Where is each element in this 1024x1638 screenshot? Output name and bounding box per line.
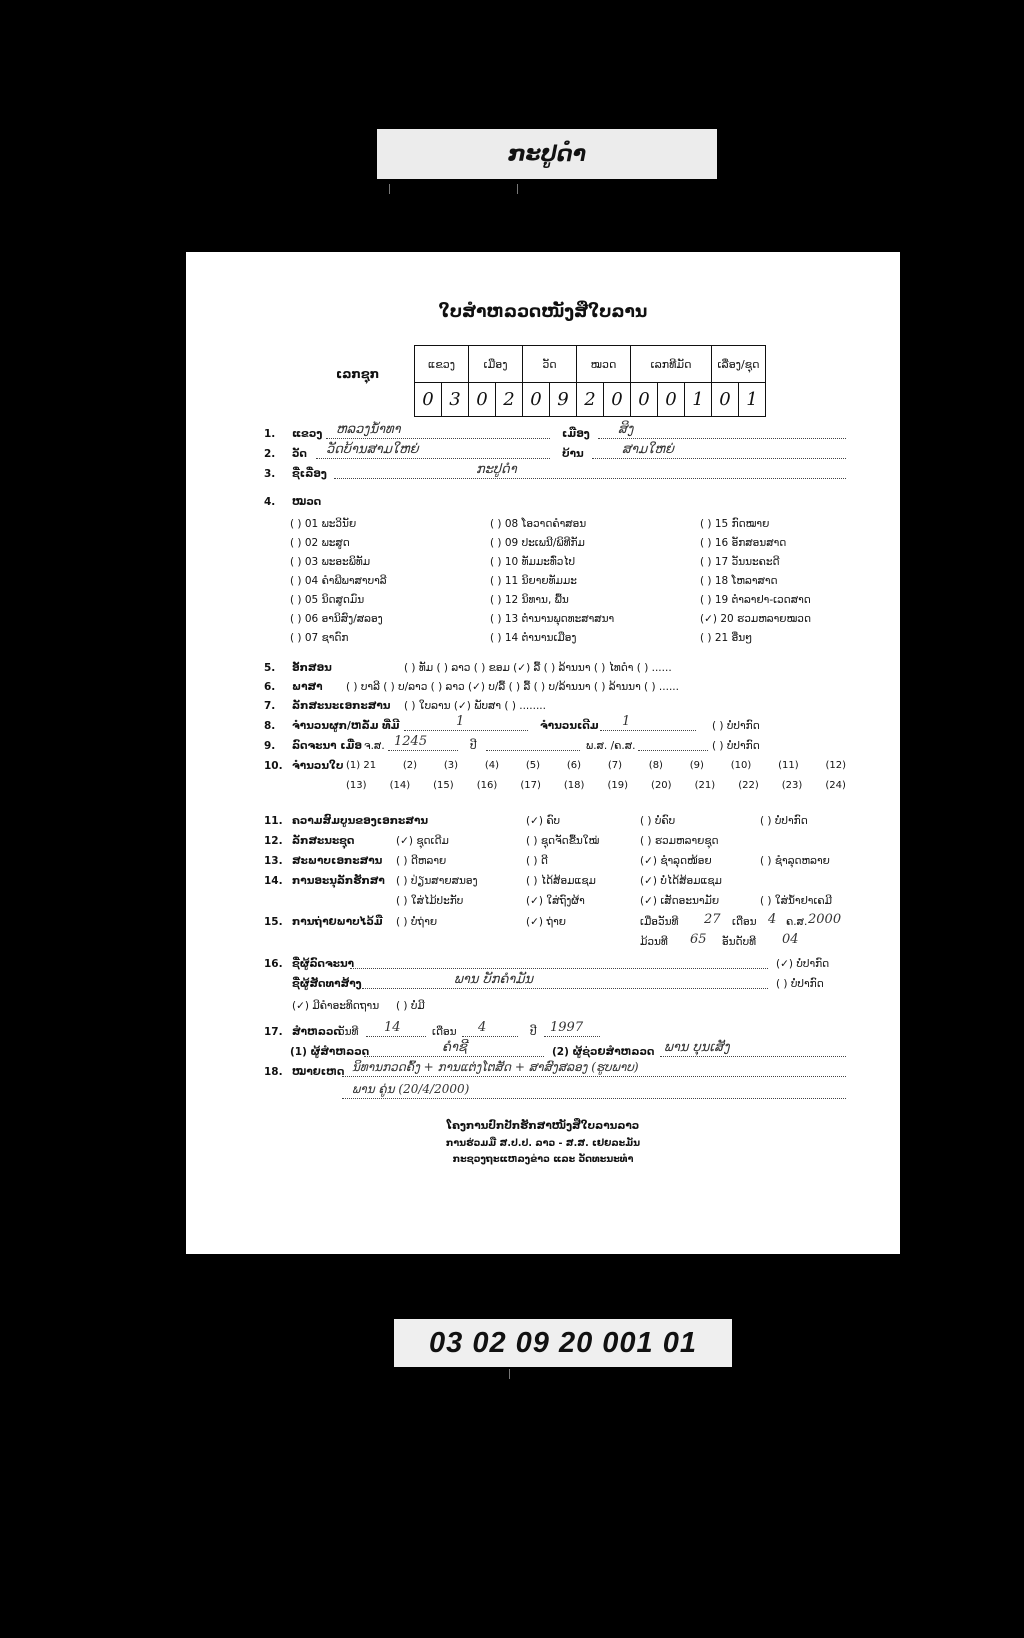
photo-opt-yes[interactable]: (✓) ຖ່າຍ	[526, 916, 566, 928]
leaf-count-cell: (3)	[443, 760, 459, 771]
id-strip	[394, 1319, 732, 1367]
bundle-label-text: ກະປູດຳ	[507, 141, 587, 167]
doc-type-options[interactable]: ( ) ໃບລານ (✓) ພັບສາ ( ) ........	[404, 700, 546, 712]
prayer-opt-no[interactable]: ( ) ບໍ່ມີ	[396, 1000, 425, 1012]
code-table	[414, 345, 766, 417]
photo-seq-value: 04	[782, 932, 799, 947]
category-option[interactable]: ( ) 04 ຄຳພີພາສາບາລີ	[290, 575, 387, 587]
field-num: 5.	[264, 662, 276, 674]
temple-value: ວັດບ້ານສາມໃຫຍ່	[326, 442, 419, 457]
language-options[interactable]: ( ) ບາລີ ( ) ບ/ລາວ ( ) ລາວ (✓) ບ/ລື້ ( ) ລື້ ( ) ບ/ລ້ານນາ ( ) ລ້ານນາ ( ) ......	[346, 681, 679, 693]
code-col-temple: ວັດ	[523, 346, 577, 383]
condition-opt-a[interactable]: ( ) ດີຫລາຍ	[396, 855, 447, 867]
leaf-count-cell: (19)	[607, 780, 628, 791]
code-label: ເລກຊຸກ	[336, 367, 380, 381]
photo-year-value: 2000	[808, 912, 842, 927]
district-label: ເມືອງ	[562, 428, 590, 440]
leaf-count-cell: (9)	[689, 760, 704, 771]
photo-label: ການຖ່າຍພາບໄວ້ມື	[292, 916, 383, 928]
script-options[interactable]: ( ) ທັມ ( ) ລາວ ( ) ຂອມ (✓) ລື້ ( ) ລ້ານນາ ( ) ໄທດຳ ( ) ......	[404, 662, 672, 674]
fascicle-count-value: 1	[456, 714, 465, 729]
completeness-opt-c[interactable]: ( ) ບໍ່ປາກົດ	[760, 815, 808, 827]
category-option[interactable]: ( ) 16 ອັກສອນສາດ	[700, 537, 787, 549]
code-digit: 0	[604, 383, 631, 417]
completeness-opt-b[interactable]: ( ) ບໍ່ຄົບ	[640, 815, 676, 827]
remarks-value: ນິທານກວດຄົ້ງ + ການແຕ່ງໂຕສັດ + ສາສົງສລອງ (ຮູບພາບ)	[352, 1060, 639, 1074]
leaf-count-row-2	[346, 780, 846, 791]
doc-type-label: ລັກສະນະເອກະສານ	[292, 700, 391, 712]
bundle-label	[377, 129, 717, 179]
category-col-1	[290, 515, 387, 648]
temple-label: ວັດ	[292, 448, 307, 460]
conservation-opt-b2[interactable]: (✓) ໃສ່ຖົງຜ້າ	[526, 895, 585, 907]
field-num: 13.	[264, 855, 283, 867]
be-ad-label: ພ.ສ. /ຄ.ສ.	[586, 740, 636, 752]
leaf-count-row-1	[346, 760, 846, 771]
survey-label: ສຳຫລວດ	[292, 1026, 341, 1038]
category-option[interactable]: ( ) 06 ອານິສົງ/ສລອງ	[290, 613, 383, 625]
conservation-opt-d2[interactable]: ( ) ໃສ່ນ້ຳຢາເຄມີ	[760, 895, 832, 907]
title-line	[334, 468, 846, 479]
tick-mark	[509, 1369, 510, 1379]
code-digit: 0	[415, 383, 442, 417]
code-col-title: ເລື່ອງ/ຊຸດ	[712, 346, 766, 383]
code-col-bundle: ເລກທີມັດ	[631, 346, 712, 383]
conservation-opt-c[interactable]: (✓) ບໍ່ໄດ້ສ້ອມແຊມ	[640, 875, 722, 887]
photo-opt-no[interactable]: ( ) ບໍ່ຖ່າຍ	[396, 916, 438, 928]
photo-year-label: ຄ.ສ.	[786, 916, 808, 928]
photo-roll-value: 65	[690, 932, 707, 947]
province-value: ຫລວງນ້ຳທາ	[336, 422, 401, 437]
leaf-count-cell: (11)	[778, 760, 799, 771]
photo-month-label: ເດືອນ	[732, 916, 757, 928]
date-unknown-option[interactable]: ( ) ບໍ່ປາກົດ	[712, 740, 760, 752]
code-digit: 2	[577, 383, 604, 417]
field-num: 14.	[264, 875, 283, 887]
language-label: ພາສາ	[292, 681, 323, 693]
category-option[interactable]: ( ) 09 ປະເພນີ/ພິທີກັມ	[490, 537, 585, 549]
leaf-count-cell: (23)	[781, 780, 803, 791]
leaf-count-cell: (12)	[825, 760, 846, 771]
field-num: 1.	[264, 428, 276, 440]
surveyor-label: (1) ຜູ້ສຳຫລວດ	[290, 1046, 370, 1058]
script-label: ອັກສອນ	[292, 662, 332, 674]
photo-date-label: ເມື່ອວັນທີ	[640, 916, 679, 928]
condition-opt-c[interactable]: (✓) ຊຳລຸດໜ້ອຍ	[640, 855, 712, 867]
original-count-value: 1	[622, 714, 631, 729]
title-value: ກະປູດຳ	[476, 462, 517, 477]
field-num: 17.	[264, 1026, 283, 1038]
completeness-opt-a[interactable]: (✓) ຄົບ	[526, 815, 561, 827]
code-digit: 3	[442, 383, 469, 417]
category-option[interactable]: ( ) 08 ໂອວາດຄຳສອນ	[490, 518, 587, 530]
province-label: ແຂວງ	[292, 428, 323, 440]
category-option[interactable]: ( ) 17 ວັນນະຄະດີ	[700, 556, 780, 568]
leaf-count-cell: (16)	[476, 780, 498, 791]
condition-label: ສະພາບເອກະສານ	[292, 855, 383, 867]
conservation-opt-a2[interactable]: ( ) ໃສ່ໄມ້ປະກັບ	[396, 895, 464, 907]
category-option[interactable]: ( ) 03 ພະອະພິທັມ	[290, 556, 371, 568]
survey-month-label: ເດືອນ	[432, 1026, 457, 1038]
leaf-count-cell: (21)	[694, 780, 716, 791]
conservation-opt-b[interactable]: ( ) ໄດ້ສ້ອມແຊມ	[526, 875, 596, 887]
category-label: ໝວດ	[292, 496, 322, 508]
conservation-opt-c2[interactable]: (✓) ເສັດອະນາມັຍ	[640, 895, 720, 907]
written-date-label: ລົດຈະນາ ເມື່ອ	[292, 740, 363, 752]
leaf-count-cell: (2)	[402, 760, 418, 771]
field-num: 6.	[264, 681, 276, 693]
condition-opt-b[interactable]: ( ) ດີ	[526, 855, 548, 867]
fascicle-unknown-option[interactable]: ( ) ບໍ່ປາກົດ	[712, 720, 760, 732]
fascicle-count-label: ຈຳນວນຜູກ/ຫລັ່ມ ທີ່ມີ	[292, 720, 400, 732]
category-option[interactable]: ( ) 02 ພະສູດ	[290, 537, 350, 549]
field-num: 12.	[264, 835, 283, 847]
completeness-label: ຄວາມສົມບູນຂອງເອກະສານ	[292, 815, 429, 827]
survey-year-label: ປີ	[530, 1026, 537, 1038]
conservation-label: ການອະນຸລັກຮັກສາ	[292, 875, 385, 887]
category-option[interactable]: ( ) 10 ທັມມະທົ່ວໄປ	[490, 556, 576, 568]
category-option[interactable]: ( ) 13 ຕຳນານພຸດທະສາສນາ	[490, 613, 615, 625]
field-num: 10.	[264, 760, 283, 772]
form-title: ໃບສຳຫລວດໜັງສືໃບລານ	[438, 302, 648, 322]
code-col-province: ແຂວງ	[415, 346, 469, 383]
survey-day-label: ວັນທີ	[338, 1026, 359, 1038]
category-option[interactable]: ( ) 05 ນິດສູດມົນ	[290, 594, 365, 606]
year-line	[486, 740, 580, 751]
prayer-opt-yes[interactable]: (✓) ມີຄຳອະທິດຖານ	[292, 1000, 380, 1012]
category-option[interactable]: ( ) 21 ອື່ນໆ	[700, 632, 753, 644]
sponsor-label: ຊື່ຜູ້ສັດທາສ້າງ	[292, 978, 362, 990]
set-type-opt-c[interactable]: ( ) ຮວມຫລາຍຊຸດ	[640, 835, 719, 847]
set-type-label: ລັກສະນະຊຸດ	[292, 835, 355, 847]
category-col-2	[490, 515, 614, 648]
remarks-value-2: ພານ ຄູ່ນ (20/4/2000)	[352, 1082, 470, 1096]
survey-day-value: 14	[384, 1020, 401, 1035]
leaf-count-label: ຈຳນວນໃບ	[292, 760, 344, 772]
survey-month-line	[462, 1026, 518, 1037]
photo-seq-label: ອັນດັບທີ	[722, 936, 757, 948]
scribe-line	[350, 958, 768, 969]
leaf-count-cell: (15)	[433, 780, 454, 791]
field-num: 18.	[264, 1066, 283, 1078]
code-digit: 1	[685, 383, 712, 417]
category-option[interactable]: ( ) 19 ຕຳລາຢາ-ເວດສາດ	[700, 594, 811, 606]
code-col-district: ເມືອງ	[469, 346, 523, 383]
id-strip-text: 03 02 09 20 001 01	[429, 1326, 697, 1359]
footer-project: ໂຄງການປົກປັກຮັກສາໜັງສືໃບລານລາວ	[446, 1120, 640, 1132]
footer-cooperation: ການຮ່ວມມື ສ.ປ.ປ. ລາວ - ສ.ສ. ເຢຍລະມັນ	[445, 1138, 641, 1149]
field-num: 4.	[264, 496, 276, 508]
category-option[interactable]: ( ) 15 ກົດໝາຍ	[700, 518, 770, 530]
survey-month-value: 4	[478, 1020, 487, 1035]
leaf-count-cell: (18)	[563, 780, 585, 791]
sponsor-unknown-option[interactable]: ( ) ບໍ່ປາກົດ	[776, 978, 824, 990]
code-digit: 1	[739, 383, 766, 417]
field-num: 16.	[264, 958, 283, 970]
condition-opt-d[interactable]: ( ) ຊຳລຸດຫລາຍ	[760, 855, 830, 867]
leaf-count-cell: (24)	[825, 780, 846, 791]
leaf-count-cell: (4)	[484, 760, 500, 771]
field-num: 8.	[264, 720, 276, 732]
photo-month-value: 4	[768, 912, 777, 927]
category-col-3	[700, 515, 811, 648]
code-digit-row	[415, 383, 766, 417]
fascicle-count-line	[404, 720, 528, 731]
leaf-count-cell: (7)	[607, 760, 622, 771]
district-value: ສິງ	[618, 422, 634, 437]
sponsor-line	[362, 978, 768, 989]
leaf-count-cell: (6)	[566, 760, 581, 771]
footer-ministry: ກະຊວງຖະແຫລງຂ່າວ ແລະ ວັດທະນະທຳ	[452, 1154, 634, 1165]
leaf-count-cell: (1) 21	[346, 760, 377, 771]
leaf-count-cell: (20)	[651, 780, 672, 791]
cs-year-value: 1245	[394, 734, 428, 749]
code-digit: 0	[523, 383, 550, 417]
be-ad-line	[638, 740, 708, 751]
leaf-count-cell: (13)	[346, 780, 367, 791]
category-option[interactable]: ( ) 07 ຊາດົກ	[290, 632, 349, 644]
code-digit: 2	[496, 383, 523, 417]
code-digit: 0	[712, 383, 739, 417]
category-option[interactable]: ( ) 18 ໂຫລາສາດ	[700, 575, 778, 587]
scribe-label: ຊື່ຜູ້ລົດຈະນາ	[292, 958, 355, 970]
code-digit: 0	[469, 383, 496, 417]
set-type-opt-a[interactable]: (✓) ຊຸດເດີມ	[396, 835, 449, 847]
tick-mark	[517, 184, 518, 194]
photo-day-value: 27	[704, 912, 721, 927]
survey-form-sheet	[186, 252, 900, 1254]
code-col-category: ໝວດ	[577, 346, 631, 383]
leaf-count-cell: (22)	[738, 780, 759, 791]
title-label: ຊື່ເລື່ອງ	[292, 468, 327, 480]
field-num: 3.	[264, 468, 276, 480]
leaf-count-cell: (10)	[730, 760, 752, 771]
original-count-label: ຈຳນວນເດີມ	[540, 720, 599, 732]
field-num: 7.	[264, 700, 276, 712]
field-num: 11.	[264, 815, 283, 827]
category-option[interactable]: ( ) 14 ຕຳນານເມືອງ	[490, 632, 577, 644]
field-num: 15.	[264, 916, 283, 928]
code-digit: 0	[658, 383, 685, 417]
field-num: 2.	[264, 448, 276, 460]
year-label: ປີ	[470, 740, 477, 752]
remarks-label: ໝາຍເຫດ	[292, 1066, 345, 1078]
code-digit: 9	[550, 383, 577, 417]
category-option[interactable]: ( ) 11 ນິຍາຍທັມມະ	[490, 575, 577, 587]
leaf-count-cell: (17)	[520, 780, 541, 791]
assistant-label: (2) ຜູ້ຊ່ວຍສຳຫລວດ	[552, 1046, 655, 1058]
tick-mark	[389, 184, 390, 194]
village-label: ບ້ານ	[562, 448, 584, 460]
category-option[interactable]: (✓) 20 ຮວມຫລາຍໝວດ	[700, 613, 811, 625]
category-option[interactable]: ( ) 01 ພະວິນັຍ	[290, 518, 357, 530]
district-line	[598, 428, 846, 439]
original-count-line	[600, 720, 696, 731]
photo-roll-label: ມ້ວນທີ	[640, 936, 668, 948]
cs-era-label: ຈ.ສ.	[364, 740, 385, 752]
assistant-value: ພານ ບຸນເສັງ	[664, 1040, 730, 1055]
scribe-unknown-option[interactable]: (✓) ບໍ່ປາກົດ	[776, 958, 830, 970]
leaf-count-cell: (8)	[648, 760, 663, 771]
set-type-opt-b[interactable]: ( ) ຊຸດຈັດຂື້ນໃໝ່	[526, 835, 600, 847]
field-num: 9.	[264, 740, 276, 752]
leaf-count-cell: (5)	[525, 760, 541, 771]
code-header-row	[415, 346, 766, 383]
survey-year-value: 1997	[550, 1020, 584, 1035]
code-digit: 0	[631, 383, 658, 417]
conservation-opt-a[interactable]: ( ) ປ່ຽນສາຍສນອງ	[396, 875, 478, 887]
leaf-count-cell: (14)	[389, 780, 411, 791]
category-option[interactable]: ( ) 12 ນິທານ, ພື້ນ	[490, 594, 569, 606]
village-value: ສາມໃຫຍ່	[622, 442, 674, 457]
surveyor-value: ຄຳຊີ	[442, 1040, 467, 1055]
sponsor-value: ພານ ບັກຄຳມັນ	[454, 972, 534, 987]
